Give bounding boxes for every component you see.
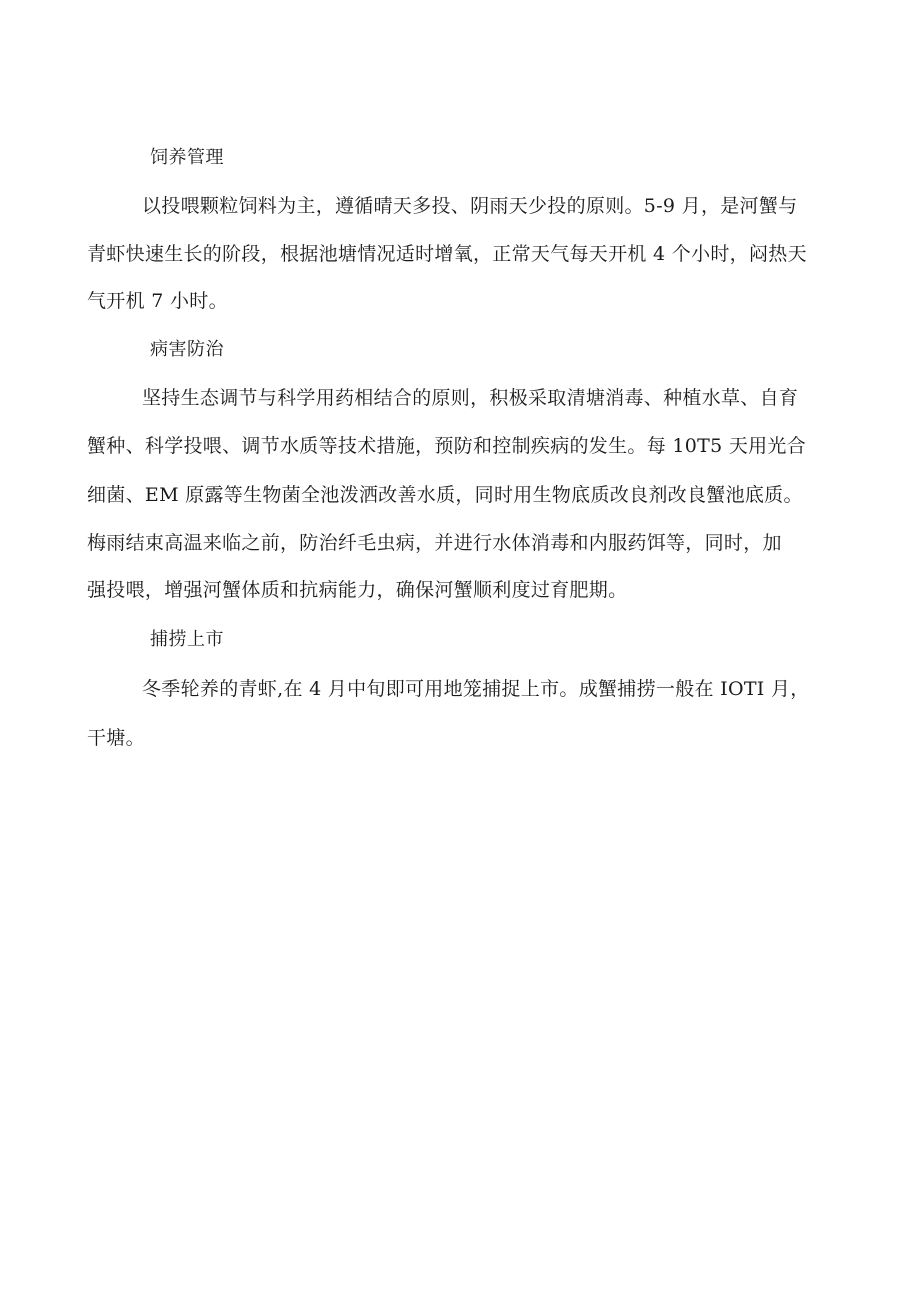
paragraph-line: 以投喂颗粒饲料为主，遵循晴天多投、阴雨天少投的原则。5-9 月，是河蟹与 xyxy=(142,195,798,217)
paragraph-line: 坚持生态调节与科学用药相结合的原则，积极采取清塘消毒、种植水草、自育 xyxy=(142,387,799,409)
paragraph-line: 青虾快速生长的阶段，根据池塘情况适时增氧，正常天气每天开机 4 个小时，闷热天 xyxy=(87,243,807,265)
paragraph-line: 蟹种、科学投喂、调节水质等技术措施，预防和控制疾病的发生。每 10T5 天用光合 xyxy=(87,435,807,457)
paragraph-line: 梅雨结束高温来临之前，防治纤毛虫病，并进行水体消毒和内服药饵等，同时，加 xyxy=(87,532,782,554)
paragraph-line: 细菌、EM 原露等生物菌全池泼洒改善水质，同时用生物底质改良剂改良蟹池底质。 xyxy=(87,484,803,506)
paragraph-line: 冬季轮养的青虾,在 4 月中旬即可用地笼捕捉上市。成蟹捕捞一般在 IOTI 月， xyxy=(142,678,810,700)
section-heading-feeding: 饲养管理 xyxy=(150,147,224,168)
paragraph-line: 气开机 7 小时。 xyxy=(87,290,228,312)
paragraph-line: 干塘。 xyxy=(87,727,145,749)
section-heading-harvest: 捕捞上市 xyxy=(150,629,224,650)
paragraph-line: 强投喂，增强河蟹体质和抗病能力，确保河蟹顺利度过育肥期。 xyxy=(87,579,628,601)
section-heading-disease: 病害防治 xyxy=(150,339,224,360)
